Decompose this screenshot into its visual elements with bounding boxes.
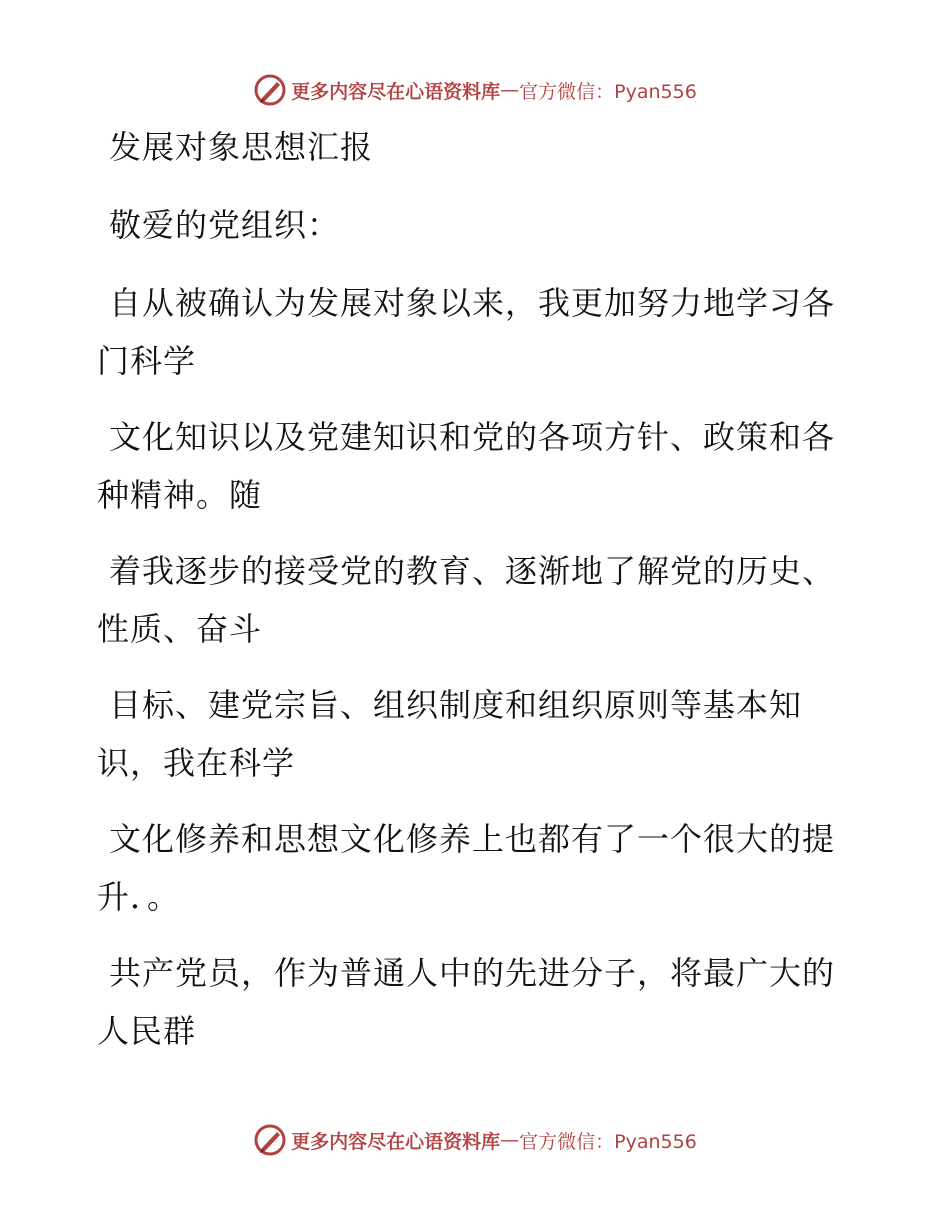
paragraph: 目标、建党宗旨、组织制度和组织原则等基本知识，我在科学 bbox=[97, 686, 803, 782]
paragraph: 文化知识以及党建知识和党的各项方针、政策和各种精神。随 bbox=[97, 418, 836, 514]
pen-logo-icon bbox=[253, 73, 287, 107]
document-body bbox=[97, 118, 837, 1078]
header-wechat-text: 官方微信：Pyan556 bbox=[519, 80, 697, 103]
footer-site-text: 更多内容尽在心语资料库 bbox=[291, 1130, 501, 1153]
footer-banner bbox=[0, 1120, 950, 1160]
paragraph: 自从被确认为发展对象以来，我更加努力地学习各门科学 bbox=[97, 284, 836, 380]
pen-logo-icon bbox=[253, 1123, 287, 1157]
paragraph: 着我逐步的接受党的教育、逐渐地了解党的历史、性质、奋斗 bbox=[97, 552, 836, 648]
footer-dash: — bbox=[500, 1129, 520, 1151]
header-banner bbox=[0, 70, 950, 110]
footer-wechat-text: 官方微信：Pyan556 bbox=[519, 1130, 697, 1153]
header-site-text: 更多内容尽在心语资料库 bbox=[291, 80, 501, 103]
document-salutation: 敬爱的党组织： bbox=[109, 206, 341, 244]
paragraph: 共产党员，作为普通人中的先进分子，将最广大的人民群 bbox=[97, 954, 836, 1050]
paragraph: 文化修养和思想文化修养上也都有了一个很大的提升．。 bbox=[97, 820, 836, 916]
header-dash: — bbox=[500, 79, 520, 101]
document-title: 发展对象思想汇报 bbox=[109, 128, 374, 166]
